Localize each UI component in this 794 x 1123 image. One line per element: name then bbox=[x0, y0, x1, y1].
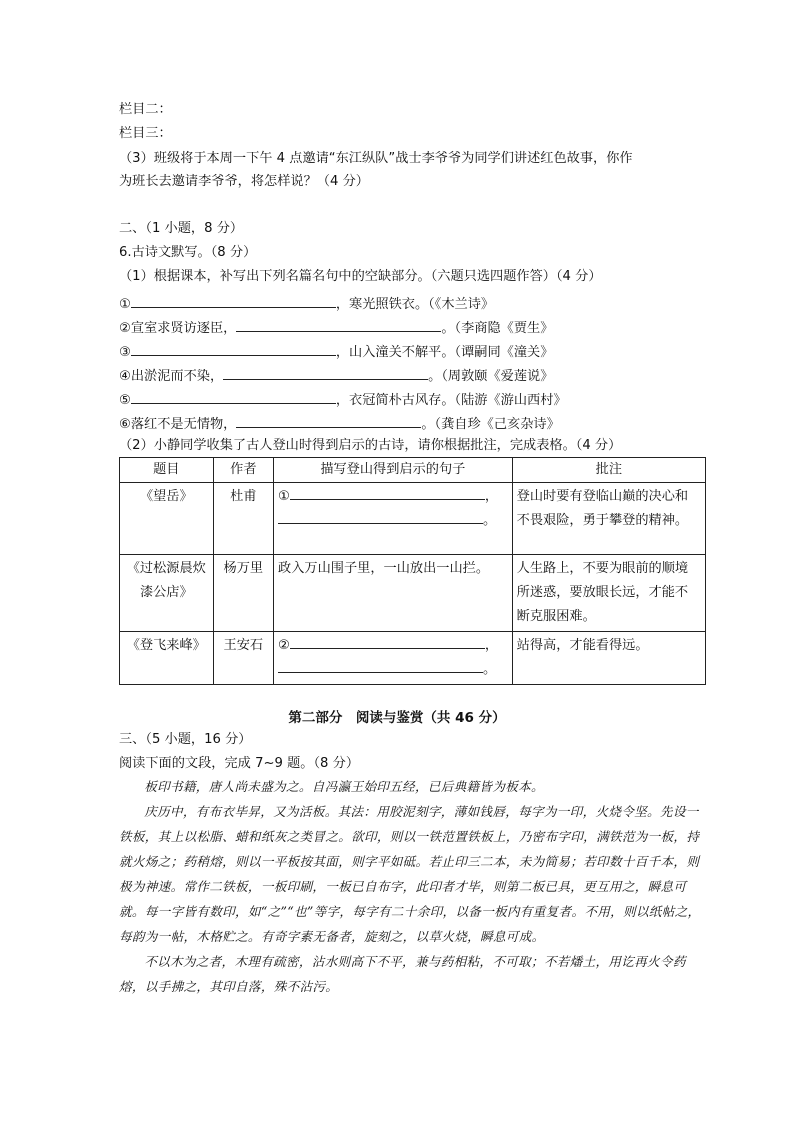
poem-author: 杨万里 bbox=[213, 555, 273, 632]
fill-suffix: ，衣冠简朴古风存。（陆游《游山西村》 bbox=[335, 393, 567, 408]
line-mark: ② bbox=[278, 638, 290, 653]
poem-line-cell: ① ， 。 bbox=[274, 483, 513, 555]
table-row bbox=[120, 555, 706, 632]
answer-blank[interactable] bbox=[236, 413, 421, 428]
fill-item-2 bbox=[119, 317, 553, 338]
answer-blank[interactable] bbox=[223, 365, 428, 380]
part-two-title: 第二部分 阅读与鉴赏（共 46 分） bbox=[288, 710, 506, 726]
fill-suffix: 。（李商隐《贾生》 bbox=[441, 321, 554, 336]
fill-suffix: ，山入潼关不解平。（谭嗣同《潼关》 bbox=[335, 345, 554, 360]
answer-blank[interactable] bbox=[290, 485, 485, 500]
question-3-line-1: （3）班级将于本周一下午 4 点邀请“东江纵队”战士李爷爷为同学们讲述红色故事，你作 bbox=[119, 151, 633, 166]
header-lines: 描写登山得到启示的句子 bbox=[274, 458, 513, 483]
passage-paragraph: 板印书籍，唐人尚未盛为之。自冯瀛王始印五经，已后典籍皆为板本。 bbox=[144, 779, 544, 794]
passage-paragraph: 不以木为之者，木理有疏密，沾水则高下不平，兼与药相粘，不可取；不若燔土，用讫再火令药熔，以手拂之，其印自落，殊不沾污。 bbox=[119, 954, 686, 994]
poem-table bbox=[119, 457, 706, 685]
question-6-part-2: （2）小静同学收集了古人登山时得到启示的古诗，请你根据批注，完成表格。（4 分） bbox=[119, 438, 622, 453]
fill-suffix: 。（周敦颐《爱莲说》 bbox=[428, 369, 554, 384]
poem-title: 《过松源晨炊漆公店》 bbox=[120, 555, 214, 632]
poem-note: 登山时要有登临山巅的决心和不畏艰险，勇于攀登的精神。 bbox=[512, 483, 705, 555]
answer-blank[interactable] bbox=[278, 509, 483, 524]
fill-suffix: 。（龚自珍《己亥杂诗》 bbox=[421, 417, 560, 432]
question-6-part-1: （1）根据课本，补写出下列名篇名句中的空缺部分。（六题只选四题作答）（4 分） bbox=[119, 269, 602, 284]
header-author: 作者 bbox=[213, 458, 273, 483]
fill-item-1 bbox=[119, 293, 494, 314]
fill-item-4 bbox=[119, 365, 553, 386]
column-three-label: 栏目三： bbox=[119, 126, 172, 141]
answer-blank[interactable] bbox=[131, 389, 336, 404]
passage-paragraph: 庆历中，有布衣毕昇，又为活板。其法：用胶泥刻字，薄如钱唇，每字为一印，火烧令坚。先设一铁板，其上以松脂、蜡和纸灰之类冒之。欲印，则以一铁范置铁板上，乃密布字印，满铁范为一板，持就火炀之；药稍熔，则以一平板按其面，则字平如砥。若止印三二本，未为简易；若印数十百千本，则极为神速。常作二铁板，一板印刷，一板已自布字，此印者才毕，则第二板已具，更互用之，瞬息可就。每一字皆有数印，如“之”“也”等字，每字有二十余印，以备一板内有重复者。不用，则以纸帖之，每韵为一帖，木格贮之。有奇字素无备者，旋刻之，以草火烧，瞬息可成。 bbox=[119, 804, 701, 944]
fill-item-3 bbox=[119, 341, 553, 362]
answer-blank[interactable] bbox=[131, 293, 336, 308]
fill-prefix: ②宣室求贤访逐臣， bbox=[119, 321, 237, 336]
fill-item-5 bbox=[119, 389, 567, 410]
poem-title: 《登飞来峰》 bbox=[120, 632, 214, 685]
answer-blank[interactable] bbox=[278, 658, 483, 673]
fill-prefix: ④出淤泥而不染， bbox=[119, 369, 224, 384]
fill-mark: ⑤ bbox=[119, 393, 131, 408]
table-row bbox=[120, 483, 706, 555]
poem-author: 王安石 bbox=[213, 632, 273, 685]
fill-prefix: ⑥落红不是无情物， bbox=[119, 417, 237, 432]
poem-line: 政入万山围子里，一山放出一山拦。 bbox=[274, 555, 513, 632]
column-two-label: 栏目二： bbox=[119, 102, 172, 117]
fill-mark: ③ bbox=[119, 345, 131, 360]
fill-suffix: ，寒光照铁衣。（《木兰诗》 bbox=[335, 297, 495, 312]
question-6-heading: 6.古诗文默写。（8 分） bbox=[119, 245, 257, 260]
answer-blank[interactable] bbox=[236, 317, 441, 332]
poem-author: 杜甫 bbox=[213, 483, 273, 555]
line-mark: ① bbox=[278, 489, 290, 504]
part-two-heading: 二、（1 小题，8 分） bbox=[119, 221, 244, 236]
fill-mark: ① bbox=[119, 297, 131, 312]
table-row bbox=[120, 632, 706, 685]
reading-instruction: 阅读下面的文段，完成 7~9 题。（8 分） bbox=[119, 756, 360, 771]
table-header-row bbox=[120, 458, 706, 483]
poem-note: 人生路上，不要为眼前的顺境所迷惑，要放眼长远，才能不断克服困难。 bbox=[512, 555, 705, 632]
poem-note: 站得高，才能看得远。 bbox=[512, 632, 705, 685]
answer-blank[interactable] bbox=[290, 634, 485, 649]
question-3-line-2: 为班长去邀请李爷爷，将怎样说？（4 分） bbox=[119, 174, 369, 189]
header-title: 题目 bbox=[120, 458, 214, 483]
answer-blank[interactable] bbox=[131, 341, 336, 356]
header-note: 批注 bbox=[512, 458, 705, 483]
classical-passage bbox=[119, 774, 704, 999]
fill-item-6 bbox=[119, 413, 560, 434]
poem-line-cell: ② ， 。 bbox=[274, 632, 513, 685]
poem-title: 《望岳》 bbox=[120, 483, 214, 555]
section-three-heading: 三、（5 小题，16 分） bbox=[119, 732, 252, 747]
